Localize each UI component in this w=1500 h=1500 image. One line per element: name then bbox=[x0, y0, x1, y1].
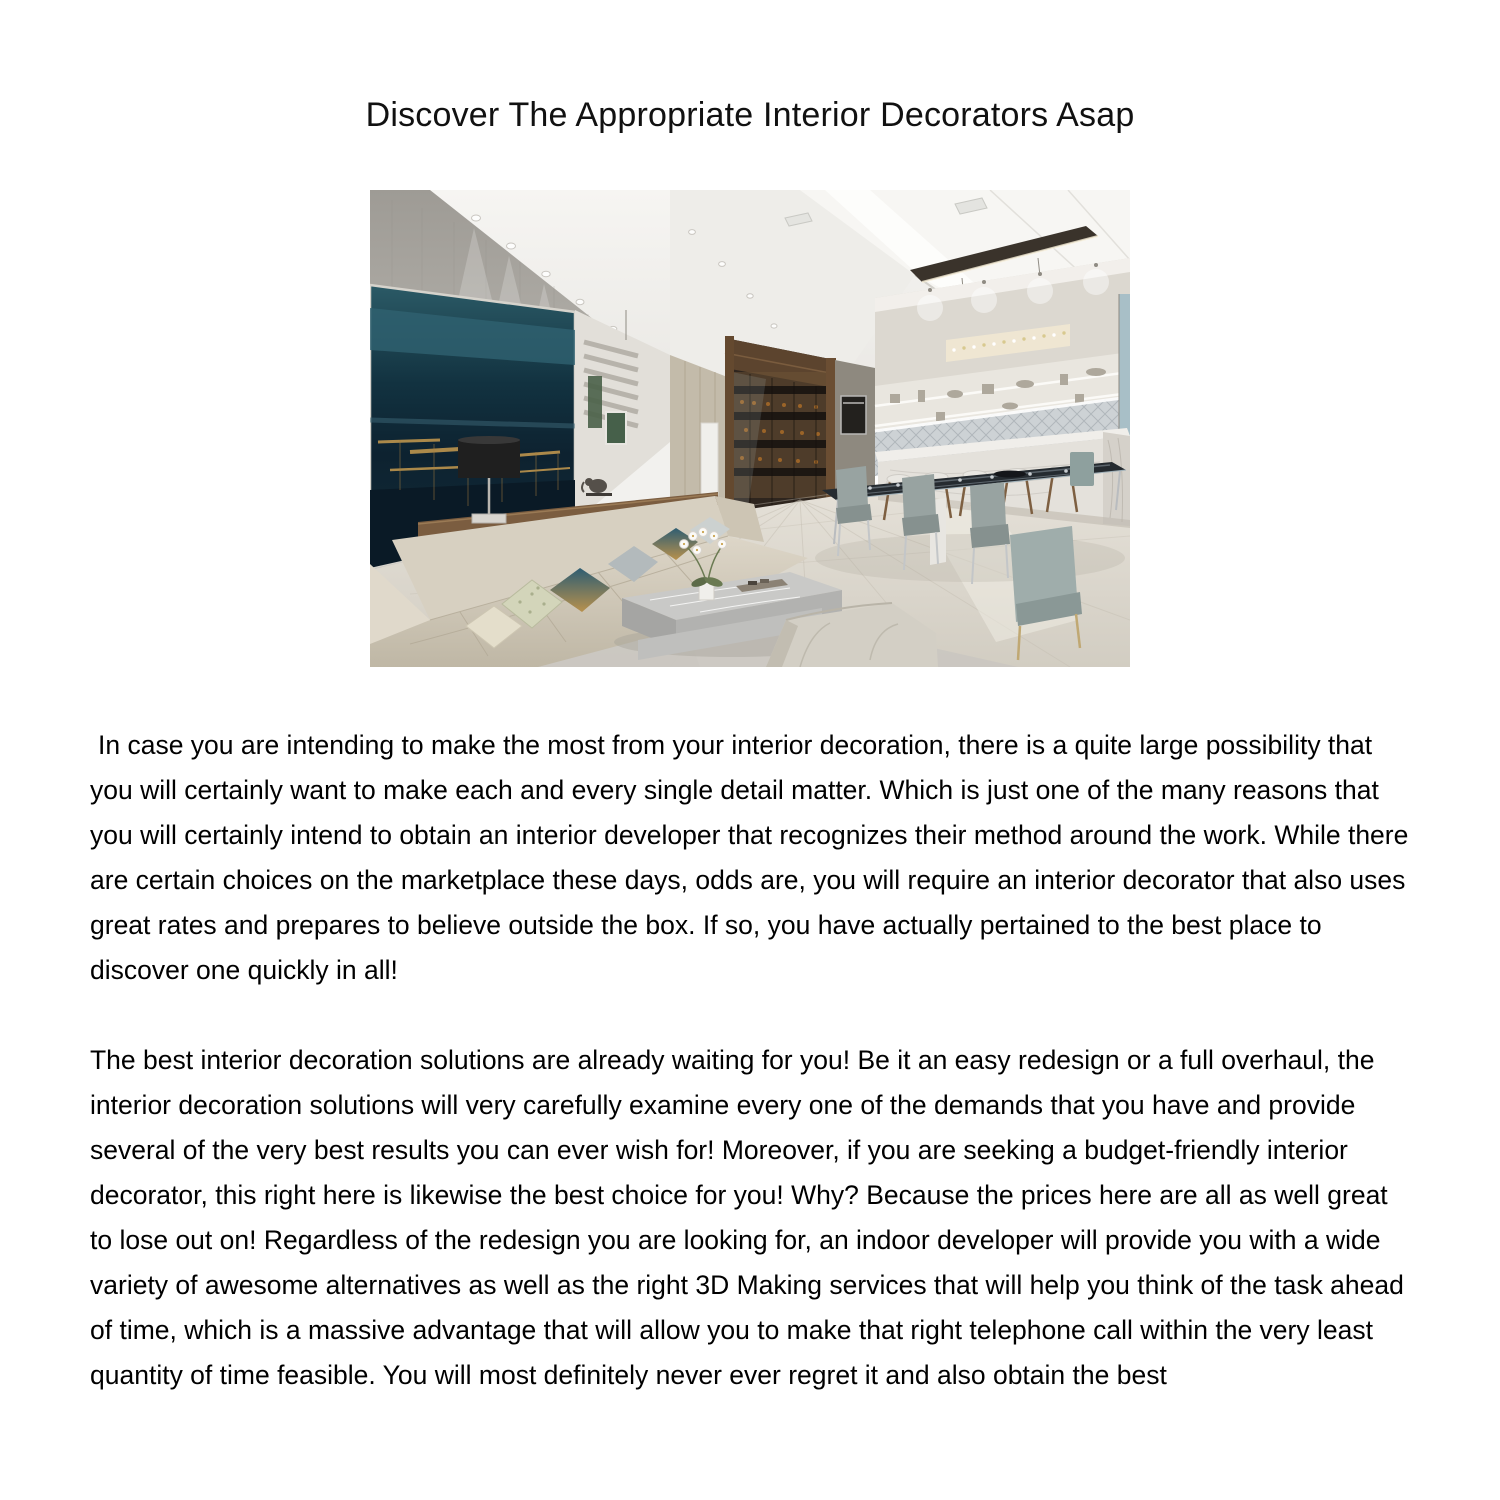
body-paragraph: The best interior decoration solutions are already waiting for you! Be it an easy redesign or a full overhaul, the interior decoration solutions will very carefully examine every one of the demands that you have and provide several of the very best results you can ever wish for! Moreover, if you are seeking a budget-friendly interior decorator, this right here is likewise the best choice for you! Why? Because the prices here are all as well great to lose out on! Regardless of the redesign you are looking for, an indoor developer will provide you with a wide variety of awesome alternatives as well as the right 3D Making services that will help you think of the task ahead of time, which is a massive advantage that will allow you to make that right telephone call within the very least quantity of time feasible. You will most definitely never ever regret it and also obtain the best bbox=[90, 1044, 1404, 1390]
interior-photo-svg bbox=[370, 190, 1130, 667]
document-title: Discover The Appropriate Interior Decorators Asap bbox=[365, 96, 1135, 134]
interior-photo bbox=[370, 190, 1130, 667]
document-body bbox=[90, 723, 1410, 1398]
body-paragraph: In case you are intending to make the most from your interior decoration, there is a quite large possibility that you will certainly want to make each and every single detail matter. Which is just one of the many reasons that you will certainly intend to obtain an interior developer that recognizes their method around the work. While there are certain choices on the marketplace these days, odds are, you will require an interior decorator that also uses great rates and prepares to believe outside the box. If so, you have actually pertained to the best place to discover one quickly in all! bbox=[90, 729, 1409, 985]
